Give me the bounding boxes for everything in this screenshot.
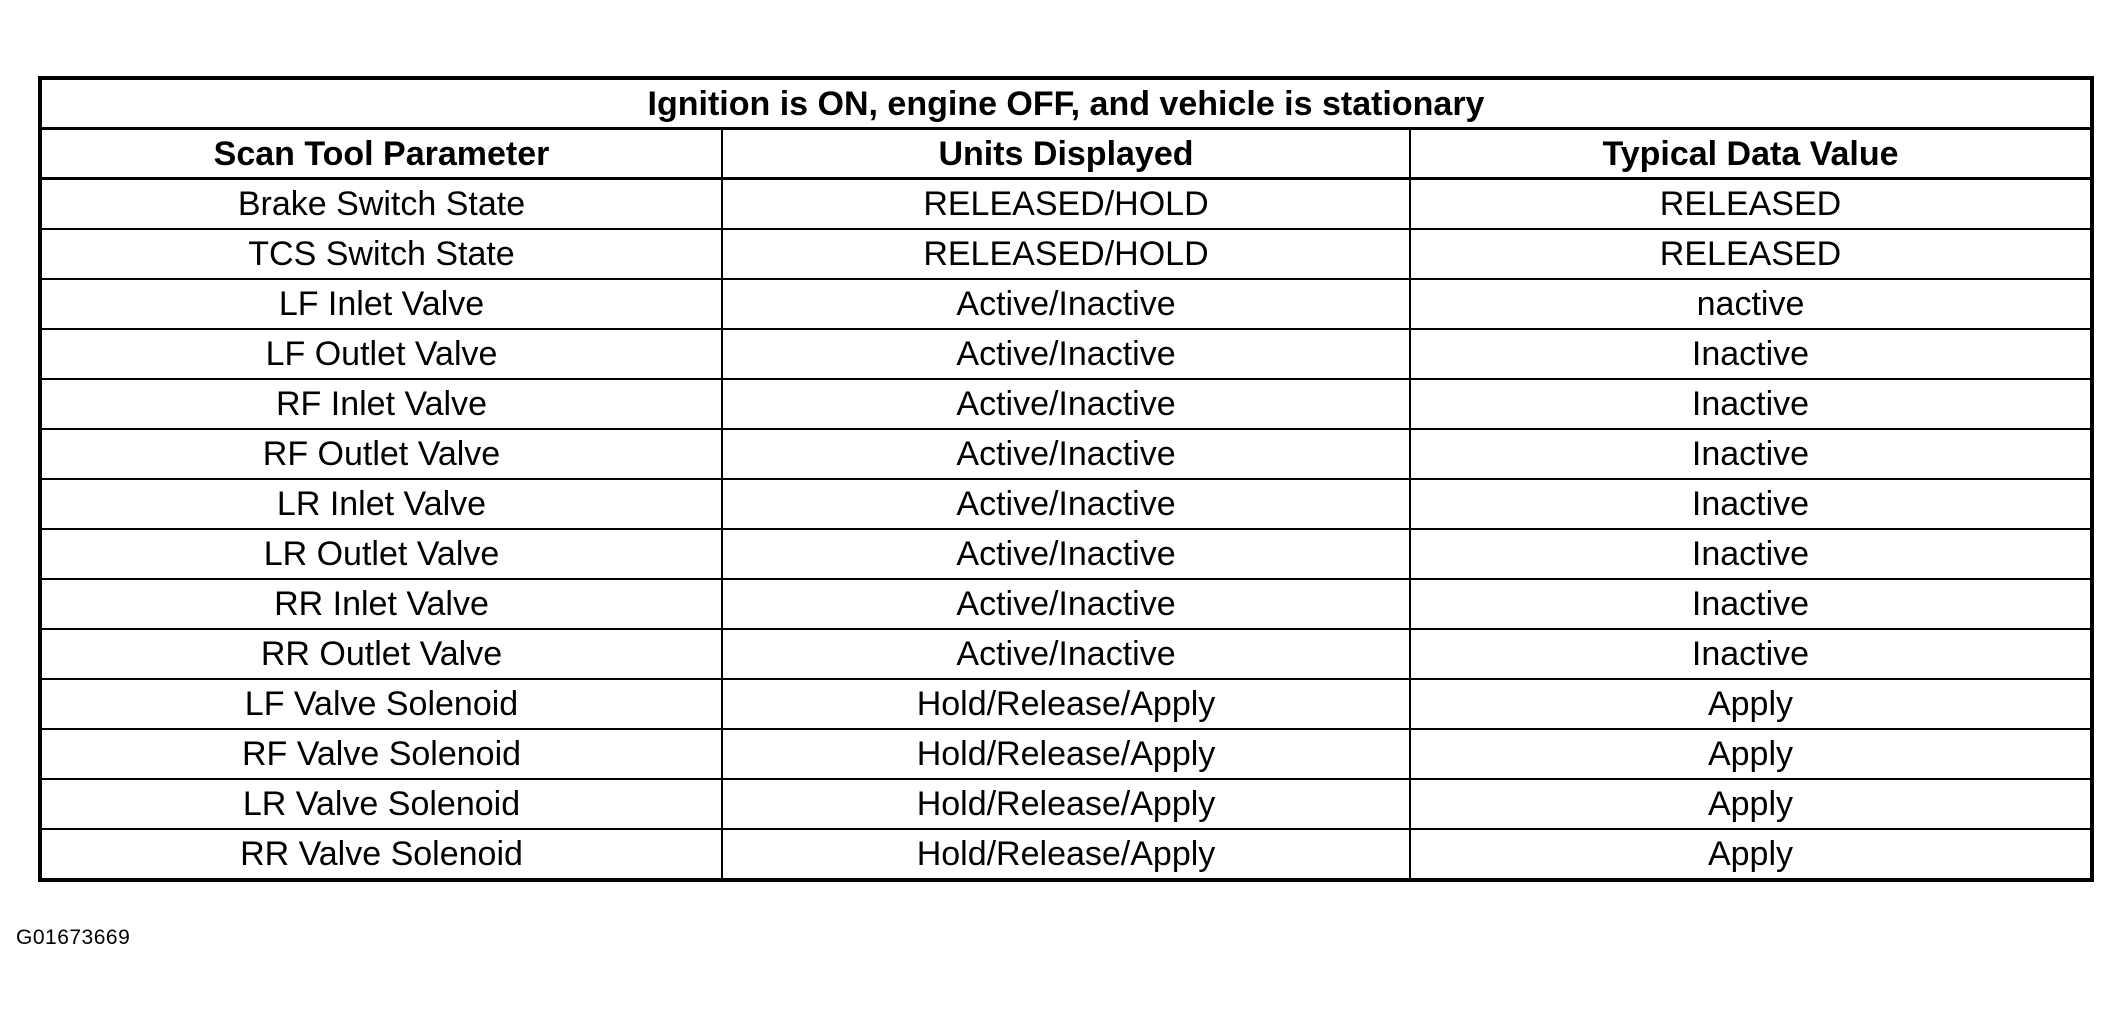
cell-parameter: LF Inlet Valve [40, 279, 722, 329]
cell-typical-value: Inactive [1410, 579, 2092, 629]
cell-typical-value: Inactive [1410, 379, 2092, 429]
table-row [40, 429, 2092, 479]
cell-typical-value: Apply [1410, 679, 2092, 729]
table-header-row [40, 129, 2092, 179]
figure-id: G01673669 [16, 926, 131, 949]
table-body [40, 179, 2092, 881]
cell-typical-value: Apply [1410, 829, 2092, 880]
table-caption-row [40, 78, 2092, 129]
cell-units: RELEASED/HOLD [722, 229, 1410, 279]
cell-units: Hold/Release/Apply [722, 779, 1410, 829]
cell-parameter: RF Inlet Valve [40, 379, 722, 429]
scan-tool-data-table [38, 76, 2094, 882]
table-row [40, 579, 2092, 629]
cell-units: Active/Inactive [722, 379, 1410, 429]
cell-parameter: LR Inlet Valve [40, 479, 722, 529]
header-units-displayed: Units Displayed [722, 129, 1410, 179]
cell-parameter: LR Outlet Valve [40, 529, 722, 579]
cell-parameter: LF Outlet Valve [40, 329, 722, 379]
cell-units: Active/Inactive [722, 329, 1410, 379]
cell-typical-value: Apply [1410, 729, 2092, 779]
cell-units: Active/Inactive [722, 529, 1410, 579]
table-row [40, 379, 2092, 429]
table-row [40, 529, 2092, 579]
cell-typical-value: RELEASED [1410, 179, 2092, 230]
table-row [40, 279, 2092, 329]
table-caption: Ignition is ON, engine OFF, and vehicle is stationary [40, 78, 2092, 129]
table-row [40, 629, 2092, 679]
cell-units: Hold/Release/Apply [722, 829, 1410, 880]
cell-units: Hold/Release/Apply [722, 679, 1410, 729]
cell-parameter: RF Valve Solenoid [40, 729, 722, 779]
cell-typical-value: Inactive [1410, 479, 2092, 529]
table-row [40, 479, 2092, 529]
cell-typical-value: Inactive [1410, 629, 2092, 679]
cell-typical-value: nactive [1410, 279, 2092, 329]
table-row [40, 729, 2092, 779]
cell-parameter: RR Outlet Valve [40, 629, 722, 679]
cell-parameter: RR Inlet Valve [40, 579, 722, 629]
header-typical-data-value: Typical Data Value [1410, 129, 2092, 179]
cell-parameter: TCS Switch State [40, 229, 722, 279]
table-row [40, 229, 2092, 279]
cell-units: Active/Inactive [722, 479, 1410, 529]
cell-units: Active/Inactive [722, 279, 1410, 329]
cell-parameter: RR Valve Solenoid [40, 829, 722, 880]
cell-typical-value: Inactive [1410, 329, 2092, 379]
cell-units: Active/Inactive [722, 429, 1410, 479]
cell-parameter: LR Valve Solenoid [40, 779, 722, 829]
table-row [40, 179, 2092, 230]
cell-units: RELEASED/HOLD [722, 179, 1410, 230]
cell-typical-value: Inactive [1410, 429, 2092, 479]
table-row [40, 679, 2092, 729]
cell-parameter: LF Valve Solenoid [40, 679, 722, 729]
table-row [40, 779, 2092, 829]
cell-units: Hold/Release/Apply [722, 729, 1410, 779]
header-scan-tool-parameter: Scan Tool Parameter [40, 129, 722, 179]
cell-units: Active/Inactive [722, 579, 1410, 629]
cell-parameter: RF Outlet Valve [40, 429, 722, 479]
cell-typical-value: Apply [1410, 779, 2092, 829]
table-row [40, 829, 2092, 880]
cell-parameter: Brake Switch State [40, 179, 722, 230]
cell-typical-value: RELEASED [1410, 229, 2092, 279]
cell-typical-value: Inactive [1410, 529, 2092, 579]
cell-units: Active/Inactive [722, 629, 1410, 679]
table-row [40, 329, 2092, 379]
